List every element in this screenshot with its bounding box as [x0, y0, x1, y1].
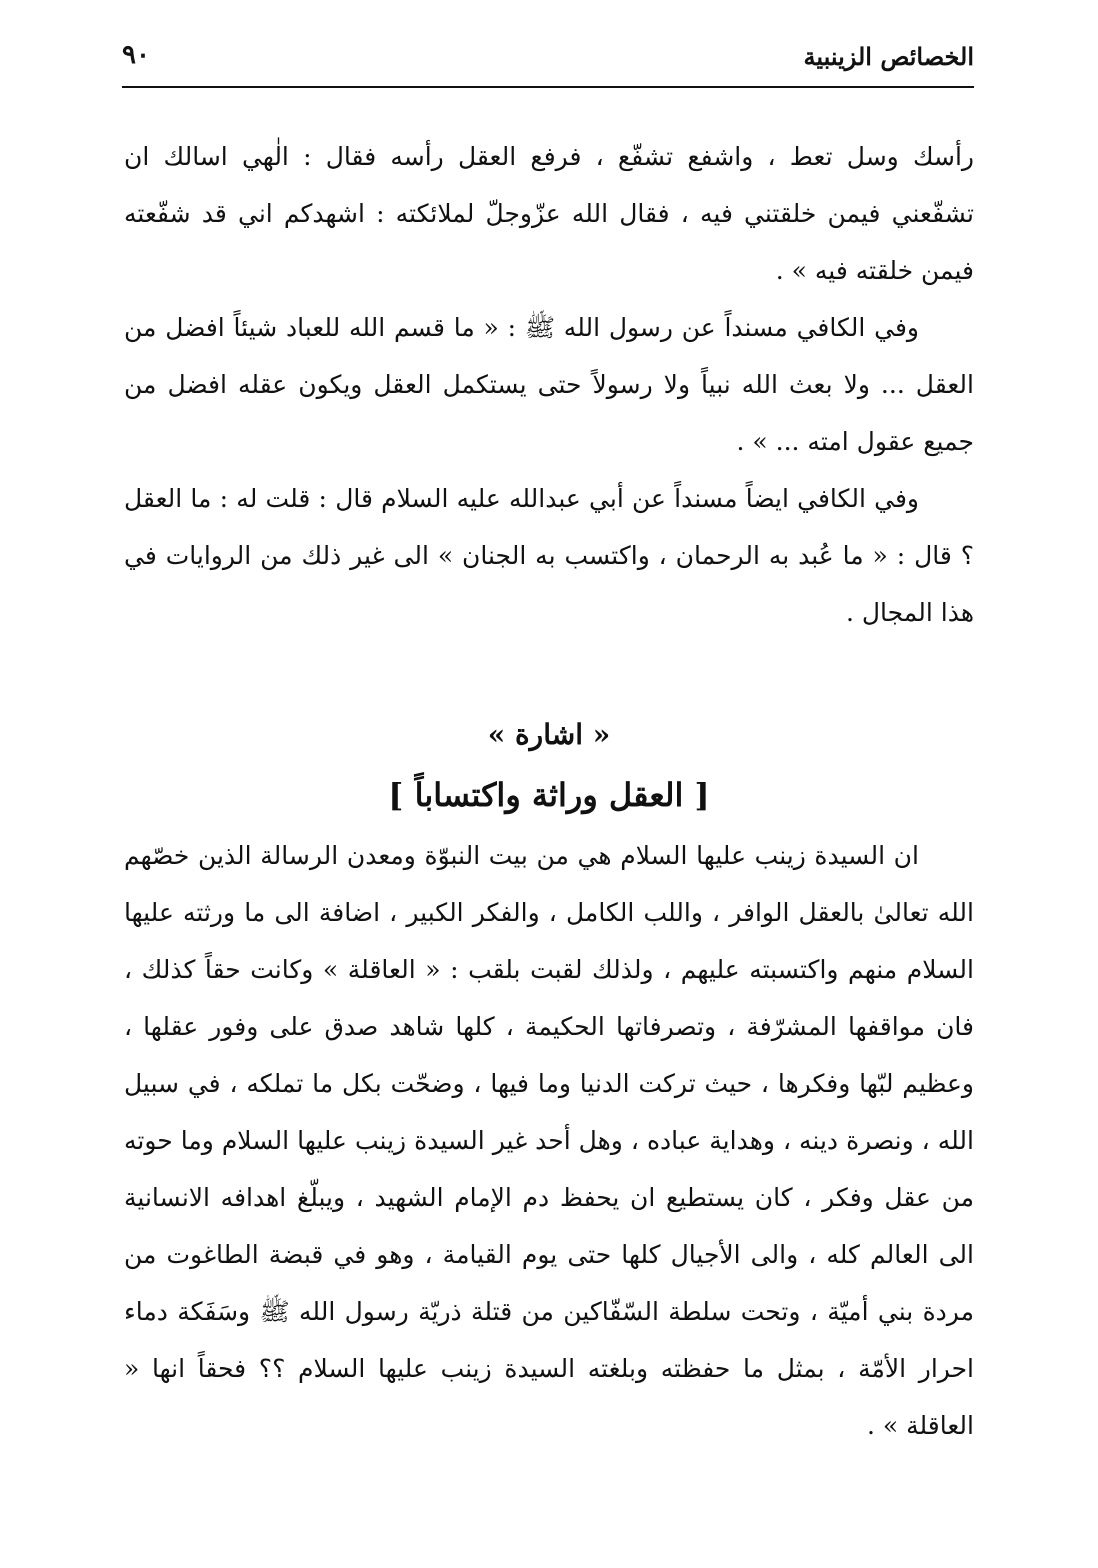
paragraph-section-body: ان السيدة زينب عليها السلام هي من بيت النبوّة ومعدن الرسالة الذين خصّهم الله تعالىٰ بالعقل الوافر ، واللب الكامل ، والفكر الكبير ، اضافة الى ما ورثته عليها السلام منهم واكتسبته عليهم ، ولذلك لقبت بلقب : « العاقلة » وكانت حقاً كذلك ، فان مواقفها المشرّفة ، وتصرفاتها الحكيمة ، كلها شاهد صدق على وفور عقلها ، وعظيم لبّها وفكرها ، حيث تركت الدنيا وما فيها ، وضحّت بكل ما تملكه ، في سبيل الله ، ونصرة دينه ، وهداية عباده ، وهل أحد غير السيدة زينب عليها السلام وما حوته من عقل وفكر ، كان يستطيع ان يحفظ دم الإمام الشهيد ، ويبلّغ اهدافه الانسانية الى العالم كله ، والى الأجيال كلها حتى يوم القيامة ، وهو في قبضة الطاغوت من مردة بني أميّة ، وتحت سلطة السّفّاكين من قتلة ذريّة رسول الله ﷺ وسَفَكة دماء احرار الأمّة ، بمثل ما حفظته وبلغته السيدة زينب عليها السلام ؟؟ فحقاً انها « العاقلة » .: [124, 841, 974, 1440]
paragraph-hadith-abi-abdillah: وفي الكافي ايضاً مسنداً عن أبي عبدالله عليه السلام قال : قلت له : ما العقل ؟ قال : « ما عُبد به الرحمان ، واكتسب به الجنان » الى غير ذلك من الروايات في هذا المجال .: [124, 484, 974, 627]
page-number: ٩٠: [122, 40, 150, 70]
body-text: [124, 128, 974, 1454]
running-title: الخصائص الزينبية: [803, 42, 974, 71]
section-label: « اشارة »: [487, 718, 611, 751]
paragraph-hadith-kafi: وفي الكافي مسنداً عن رسول الله ﷺ : « ما قسم الله للعباد شيئاً افضل من العقل ... ولا بعث الله نبياً ولا رسولاً حتى يستكمل العقل ويكون عقله افضل من جميع عقول امته ... » .: [124, 313, 974, 456]
section-title: [ العقل وراثة واكتساباً ]: [388, 776, 710, 814]
page-header: [122, 36, 974, 88]
paragraph-continuation: رأسك وسل تعط ، واشفع تشفّع ، فرفع العقل رأسه فقال : الٰهي اسالك ان تشفّعني فيمن خلقتني فيه ، فقال الله عزّوجلّ لملائكته : اشهدكم اني قد شفّعته فيمن خلقته فيه » .: [124, 142, 974, 285]
